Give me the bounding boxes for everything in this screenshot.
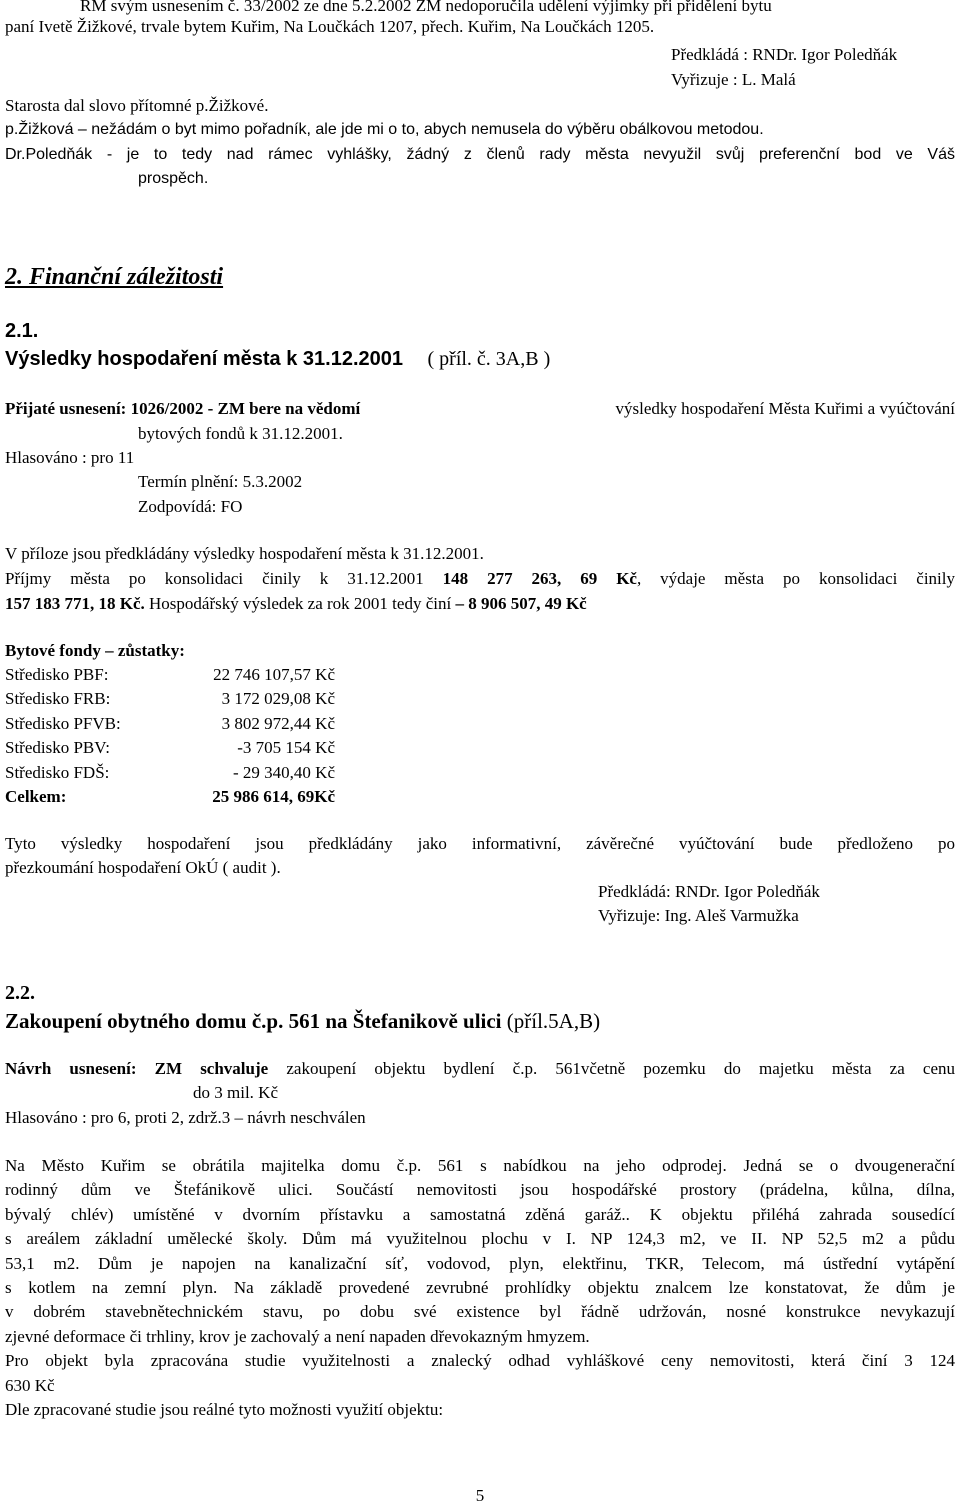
subsection-number: 2.1. — [5, 320, 39, 342]
subsection-number: 2.2. — [5, 982, 35, 1004]
text-line: zjevné deformace či trhliny, krov je zachovalý a není napaden dřevokazným hmyzem. — [5, 1327, 590, 1346]
text-line: s kotlem na zemní plyn. Na základě provedené zevrubné prohlídky objektu znalcem lze konstatovat, že dům je — [5, 1278, 955, 1297]
text-line: s areálem základní umělecké školy. Dům má využitelnou plochu v I. NP 124,3 m2, ve II. NP 52,5 m2 a půdu — [5, 1229, 955, 1249]
subsection-ref: (příl.5A,B) — [506, 1009, 601, 1033]
income-amount: 148 277 263, 69 Kč — [442, 569, 637, 588]
resolution-line — [5, 399, 955, 419]
funds-row — [5, 763, 335, 783]
proposal-line: Návrh usnesení: ZM schvaluje zakoupení objektu bydlení č.p. 561včetně pozemku do majetku města za cenu — [5, 1059, 956, 1078]
presenter-line: Předkládá : RNDr. Igor Poledňák — [671, 45, 898, 64]
section-heading: 2. Finanční záležitosti — [5, 264, 224, 290]
text-line: v dobrém stavebnětechnickém stavu, po dobu své existence byl řádně udržován, nosné konstrukce nevykazují — [5, 1302, 955, 1322]
subsection-title: Výsledky hospodaření města k 31.12.2001 — [5, 348, 403, 370]
responsible-line: Zodpovídá: FO — [138, 497, 243, 516]
result-amount: – 8 906 507, 49 Kč — [455, 594, 587, 613]
funds-row — [5, 714, 335, 734]
funds-row-value: -3 705 154 Kč — [237, 738, 335, 758]
deadline-line: Termín plnění: 5.3.2002 — [138, 472, 303, 491]
funds-row-value: 3 172 029,08 Kč — [221, 689, 335, 709]
text-line: V příloze jsou předkládány výsledky hospodaření města k 31.12.2001. — [5, 544, 484, 563]
text-line: přezkoumání hospodaření OkÚ ( audit ). — [5, 858, 281, 877]
subsection-title: Zakoupení obytného domu č.p. 561 na Štefanikově ulici — [5, 1009, 502, 1033]
text-line: paní Ivetě Žižkové, trvale bytem Kuřim, Na Loučkách 1207, přech. Kuřim, Na Loučkách 1205. — [5, 17, 655, 36]
funds-row — [5, 665, 335, 685]
text-line: prospěch. — [138, 170, 209, 187]
resolution-text: výsledky hospodaření Města Kuřimi a vyúčtování — [615, 399, 955, 418]
text-line: 630 Kč — [5, 1376, 55, 1395]
text-line: 53,1 m2. Dům je napojen na kanalizační síť, vodovod, plyn, elektřinu, TKR, Telecom, má ústřední vytápění — [5, 1253, 955, 1273]
funds-row-label: Středisko FDŠ: — [5, 762, 110, 782]
funds-total-row — [5, 787, 335, 807]
funds-row — [5, 738, 335, 758]
vote-line: Hlasováno : pro 11 — [5, 448, 135, 467]
text-line: Pro objekt byla zpracována studie využitelnosti a znalecký odhad vyhláškové ceny nemovitosti, která činí 3 124 — [5, 1351, 955, 1370]
handler-line: Vyřizuje: Ing. Aleš Varmužka — [598, 906, 799, 925]
text-line: Na Město Kuřim se obrátila majitelka domu č.p. 561 s nabídkou na jeho odprodej. Jedná se o dvougenerační — [5, 1156, 955, 1175]
result-line: 157 183 771, 18 Kč. Hospodářský výsledek za rok 2001 tedy činí – 8 906 507, 49 Kč — [5, 594, 587, 613]
subsection-title-line — [5, 1009, 600, 1033]
resolution-label: Přijaté usnesení: 1026/2002 - ZM bere na vědomí — [5, 399, 361, 418]
funds-row-label: Středisko PFVB: — [5, 713, 121, 733]
funds-row-value: - 29 340,40 Kč — [233, 762, 335, 782]
proposal-continuation: do 3 mil. Kč — [193, 1083, 278, 1102]
text-line: rodinný dům ve Štefánikově ulici. Součástí nemovitosti jsou hospodářské prostory (prádelna, kůlna, dílna, — [5, 1180, 955, 1200]
handler-line: Vyřizuje : L. Malá — [671, 70, 796, 89]
funds-total-label: Celkem: — [5, 787, 67, 806]
funds-row-label: Středisko FRB: — [5, 689, 111, 709]
income-line: Příjmy města po konsolidaci činily k 31.12.2001 148 277 263, 69 Kč, výdaje města po konsolidaci činily — [5, 569, 956, 588]
proposal-label: Návrh usnesení: — [5, 1059, 137, 1078]
resolution-continuation: bytových fondů k 31.12.2001. — [138, 424, 343, 443]
presenter-line: Předkládá: RNDr. Igor Poledňák — [598, 882, 820, 901]
proposal-verb: ZM schvaluje — [154, 1059, 269, 1078]
text-line: Starosta dal slovo přítomné p.Žižkové. — [5, 96, 269, 115]
funds-row-label: Středisko PBV: — [5, 738, 111, 758]
subsection-title-line — [5, 346, 550, 371]
text-line: Dle zpracované studie jsou reálné tyto možnosti využití objektu: — [5, 1400, 444, 1419]
funds-row — [5, 689, 335, 709]
funds-heading: Bytové fondy – zůstatky: — [5, 641, 185, 660]
funds-row-label: Středisko PBF: — [5, 665, 109, 684]
expense-amount: 157 183 771, 18 Kč. — [5, 594, 145, 613]
vote-line: Hlasováno : pro 6, proti 2, zdrž.3 – návrh neschválen — [5, 1108, 366, 1127]
subsection-ref: ( příl. č. 3A,B ) — [427, 348, 551, 370]
page-number: 5 — [475, 1486, 485, 1505]
text-line: Tyto výsledky hospodaření jsou předkládány jako informativní, závěrečné vyúčtování bude předloženo po — [5, 834, 955, 853]
funds-total-value: 25 986 614, 69Kč — [212, 787, 335, 806]
text-line: bývalý chlév) umístěné v dvorním přístavku a samostatná zděná garáž.. K objektu přiléhá zahrada sousedící — [5, 1204, 955, 1224]
funds-row-value: 3 802 972,44 Kč — [221, 713, 335, 733]
funds-row-value: 22 746 107,57 Kč — [213, 665, 335, 684]
text-line: p.Žižková – nežádám o byt mimo pořadník, ale jde mi o to, abych nemusela do výběru obálkovou metodou. — [5, 121, 764, 138]
text-line: Dr.Poledňák - je to tedy nad rámec vyhlášky, žádný z členů rady města nevyužil svůj preferenční bod ve Váš — [5, 146, 955, 163]
text-line: RM svým usnesením č. 33/2002 ze dne 5.2.2002 ZM nedoporučila udělení výjimky při přidělení bytu — [80, 0, 772, 15]
